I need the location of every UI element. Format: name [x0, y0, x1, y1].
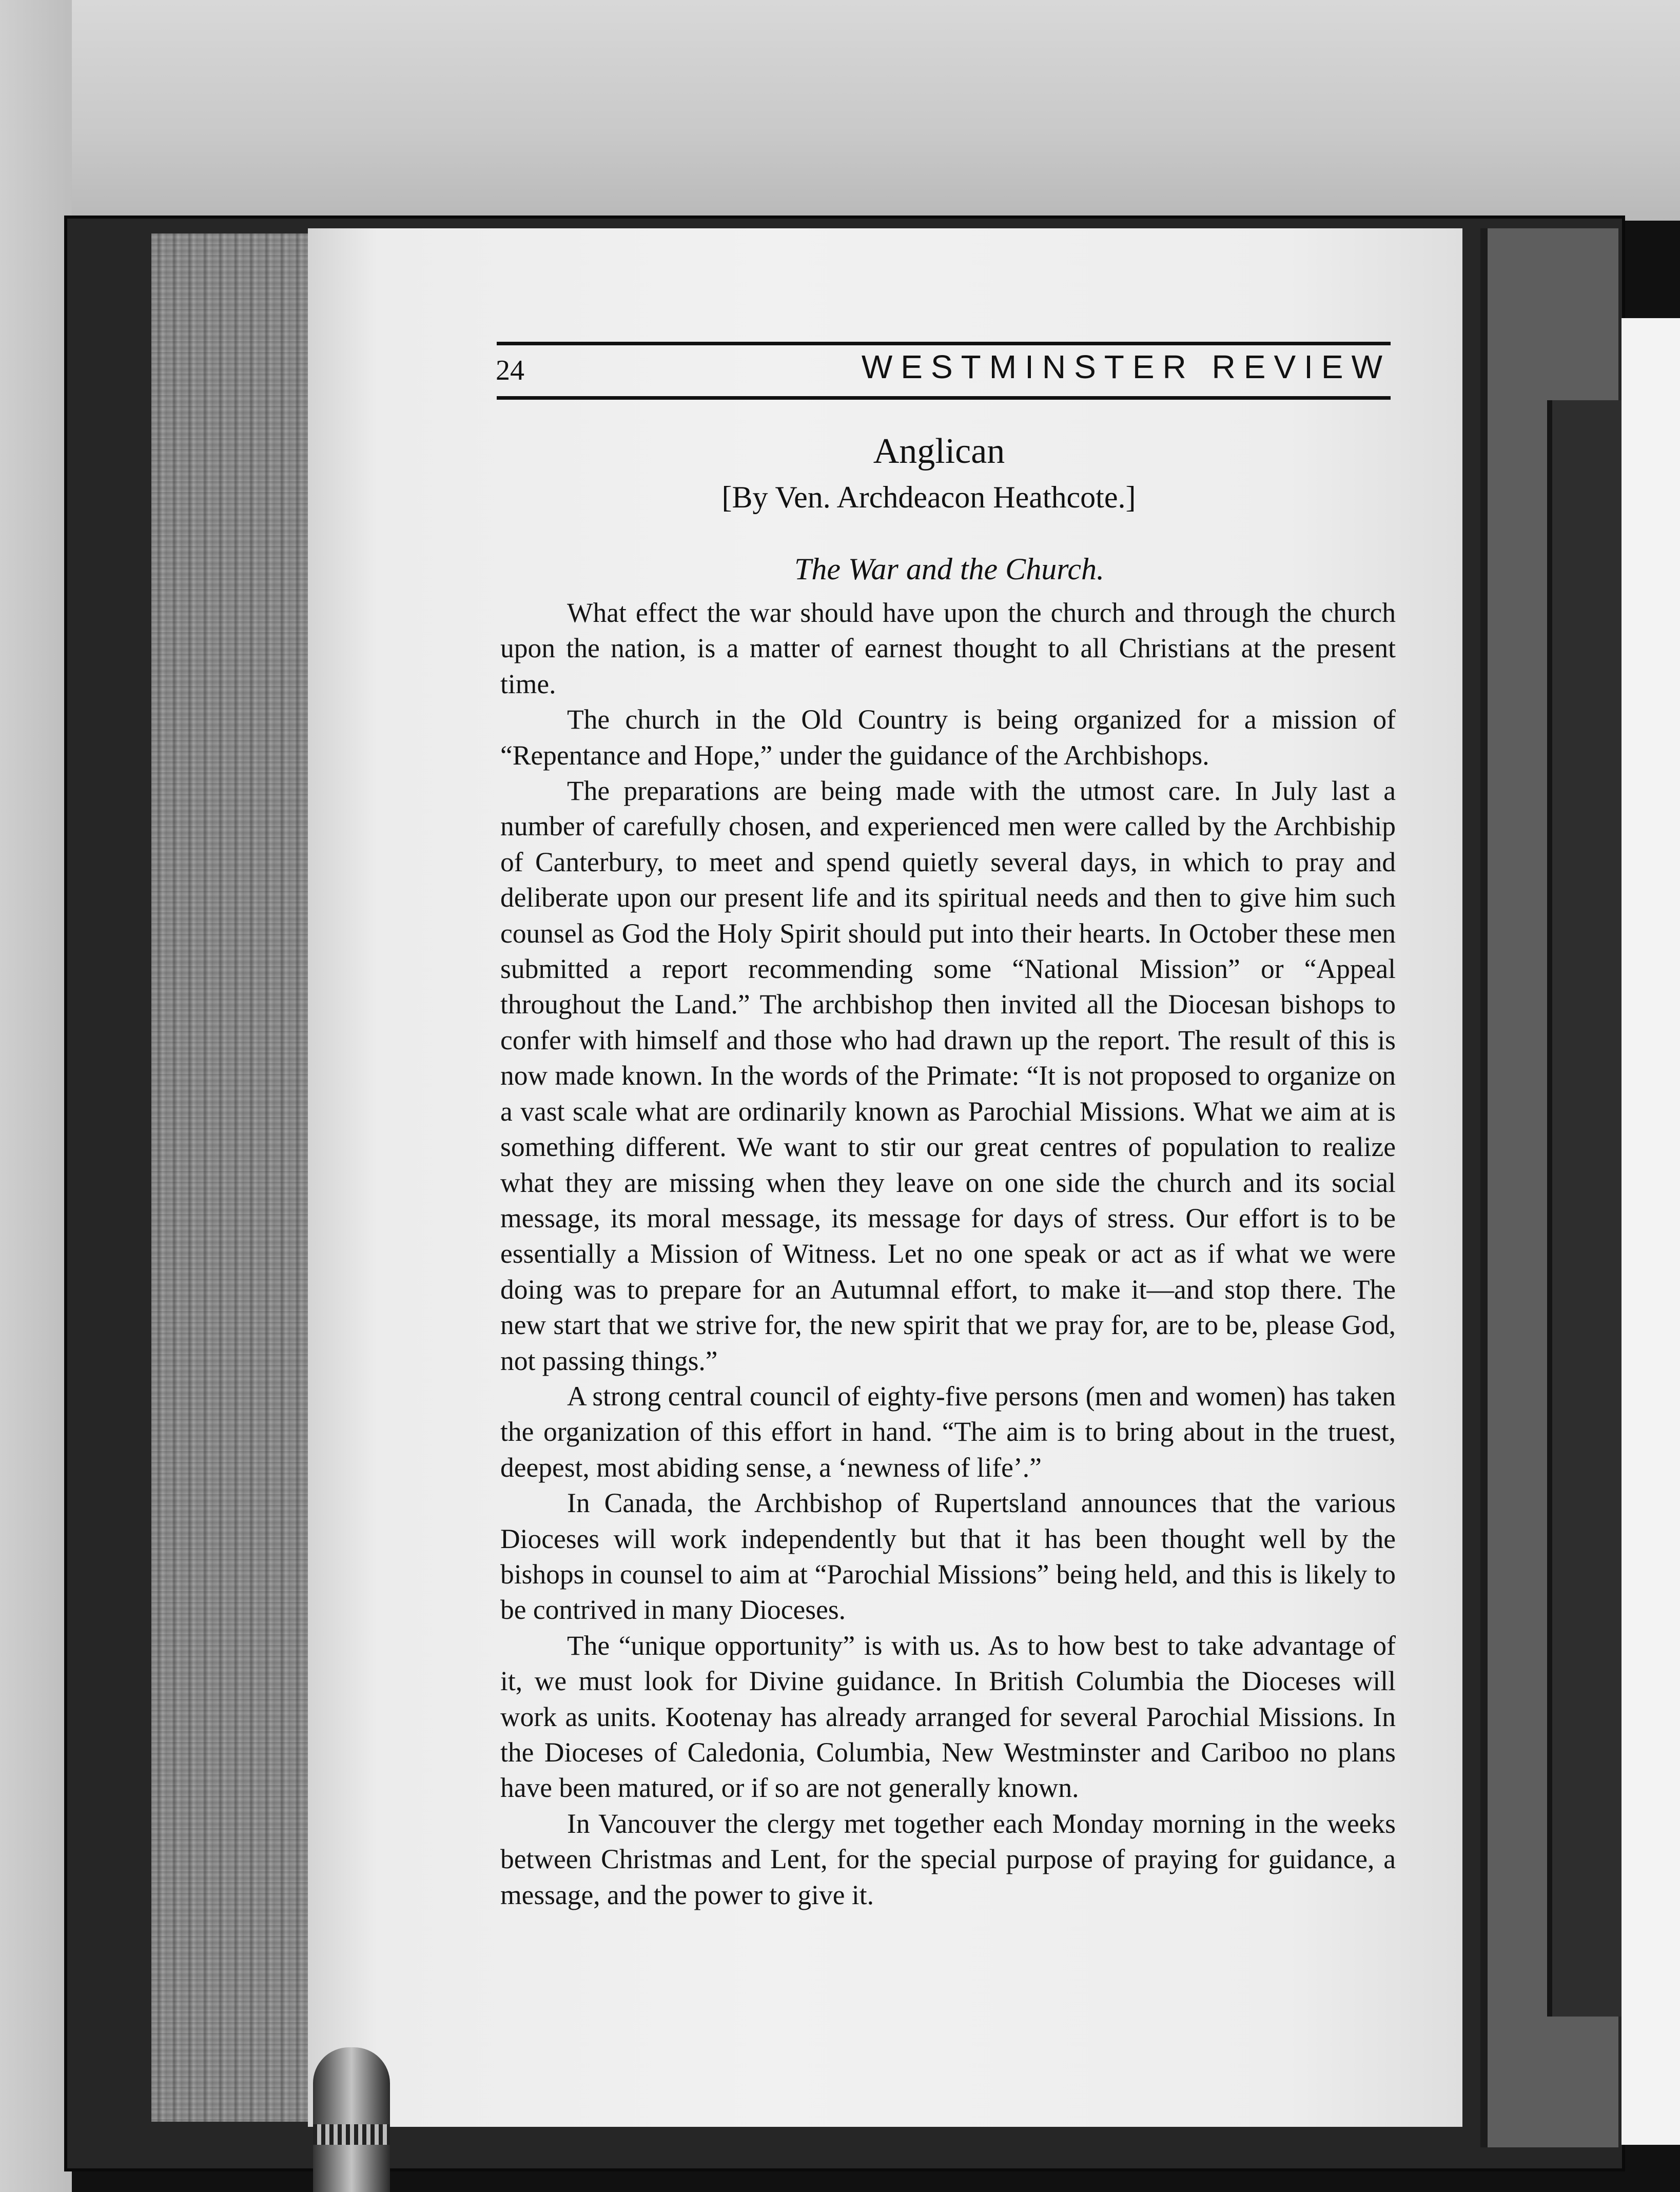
paragraph: What effect the war should have upon the church and through the church upon the nation, is a matter of earnest thought to all Christians at the present time.	[500, 597, 1396, 699]
paragraph: The “unique opportunity” is with us. As to how best to take advantage of it, we must look for Divine guidance. In British Columbia the Dioceses will work as units. Kootenay has already arranged for several Parochial Missions. In the Dioceses of Caledonia, Columbia, New Westminster and Cariboo no plans have been matured, or if so are not generally known.	[500, 1630, 1396, 1804]
paragraph: The church in the Old Country is being organized for a mission of “Repentance and Hope,” under the guidance of the Archbishops.	[500, 704, 1396, 771]
paragraph: A strong central council of eighty-five persons (men and women) has taken the organization of this effort in hand. “The aim is to bring about in the truest, deepest, most abiding sense, a ‘newness of life’.”	[500, 1380, 1396, 1483]
article-body	[500, 595, 1396, 1913]
pencil-eraser	[313, 2047, 390, 2192]
facing-page-edge	[1622, 318, 1680, 2145]
paragraph: In Canada, the Archbishop of Rupertsland announces that the various Dioceses will work independently but that it has been thought well by the bishops in counsel to aim at “Parochial Missions” being held, and this is likely to be contrived in many Dioceses.	[500, 1488, 1396, 1626]
page-edges	[151, 233, 323, 2122]
header-rule-bottom	[497, 396, 1391, 400]
header-rule-top	[497, 342, 1391, 345]
pencil-ferrule	[313, 2124, 390, 2145]
page-number: 24	[496, 355, 524, 386]
paragraph: The preparations are being made with the utmost care. In July last a number of carefully chosen, and experienced men were called by the Archbiship of Canterbury, to meet and spend quietly several days, in which to pray and deliberate upon our present life and its spiritual needs and then to give him such counsel as God the Holy Spirit should put into their hearts. In October these men submitted a report recommending some “National Mission” or “Appeal throughout the Land.” The archbishop then invited all the Diocesan bishops to confer with himself and those who had drawn up the report. The result of this is now made known. In the words of the Primate: “It is not proposed to organize on a vast scale what are ordinarily known as Parochial Missions. What we aim at is something different. We want to stir our great centres of population to realize what they are missing when they leave on one side the church and its social message, its moral message, its message for days of stress. Our effort is to be essentially a Mission of Witness. Let no one speak or act as if what we were doing was to prepare for an Autumnal effort, to make it—and stop there. The new start that we strive for, the new spirit that we pray for, are to be, please God, not passing things.”	[500, 775, 1396, 1376]
running-head: WESTMINSTER REVIEW	[861, 348, 1391, 385]
paragraph: In Vancouver the clergy met together each Monday morning in the weeks between Christmas and Lent, for the special purpose of praying for guidance, a message, and the power to give it.	[500, 1808, 1396, 1910]
article-subtitle: The War and the Church.	[794, 552, 1104, 586]
article-title: Anglican	[873, 432, 1005, 471]
article-byline: [By Ven. Archdeacon Heathcote.]	[721, 480, 1136, 514]
scanner-background	[0, 0, 1680, 221]
scanner-background-left	[0, 0, 72, 2192]
